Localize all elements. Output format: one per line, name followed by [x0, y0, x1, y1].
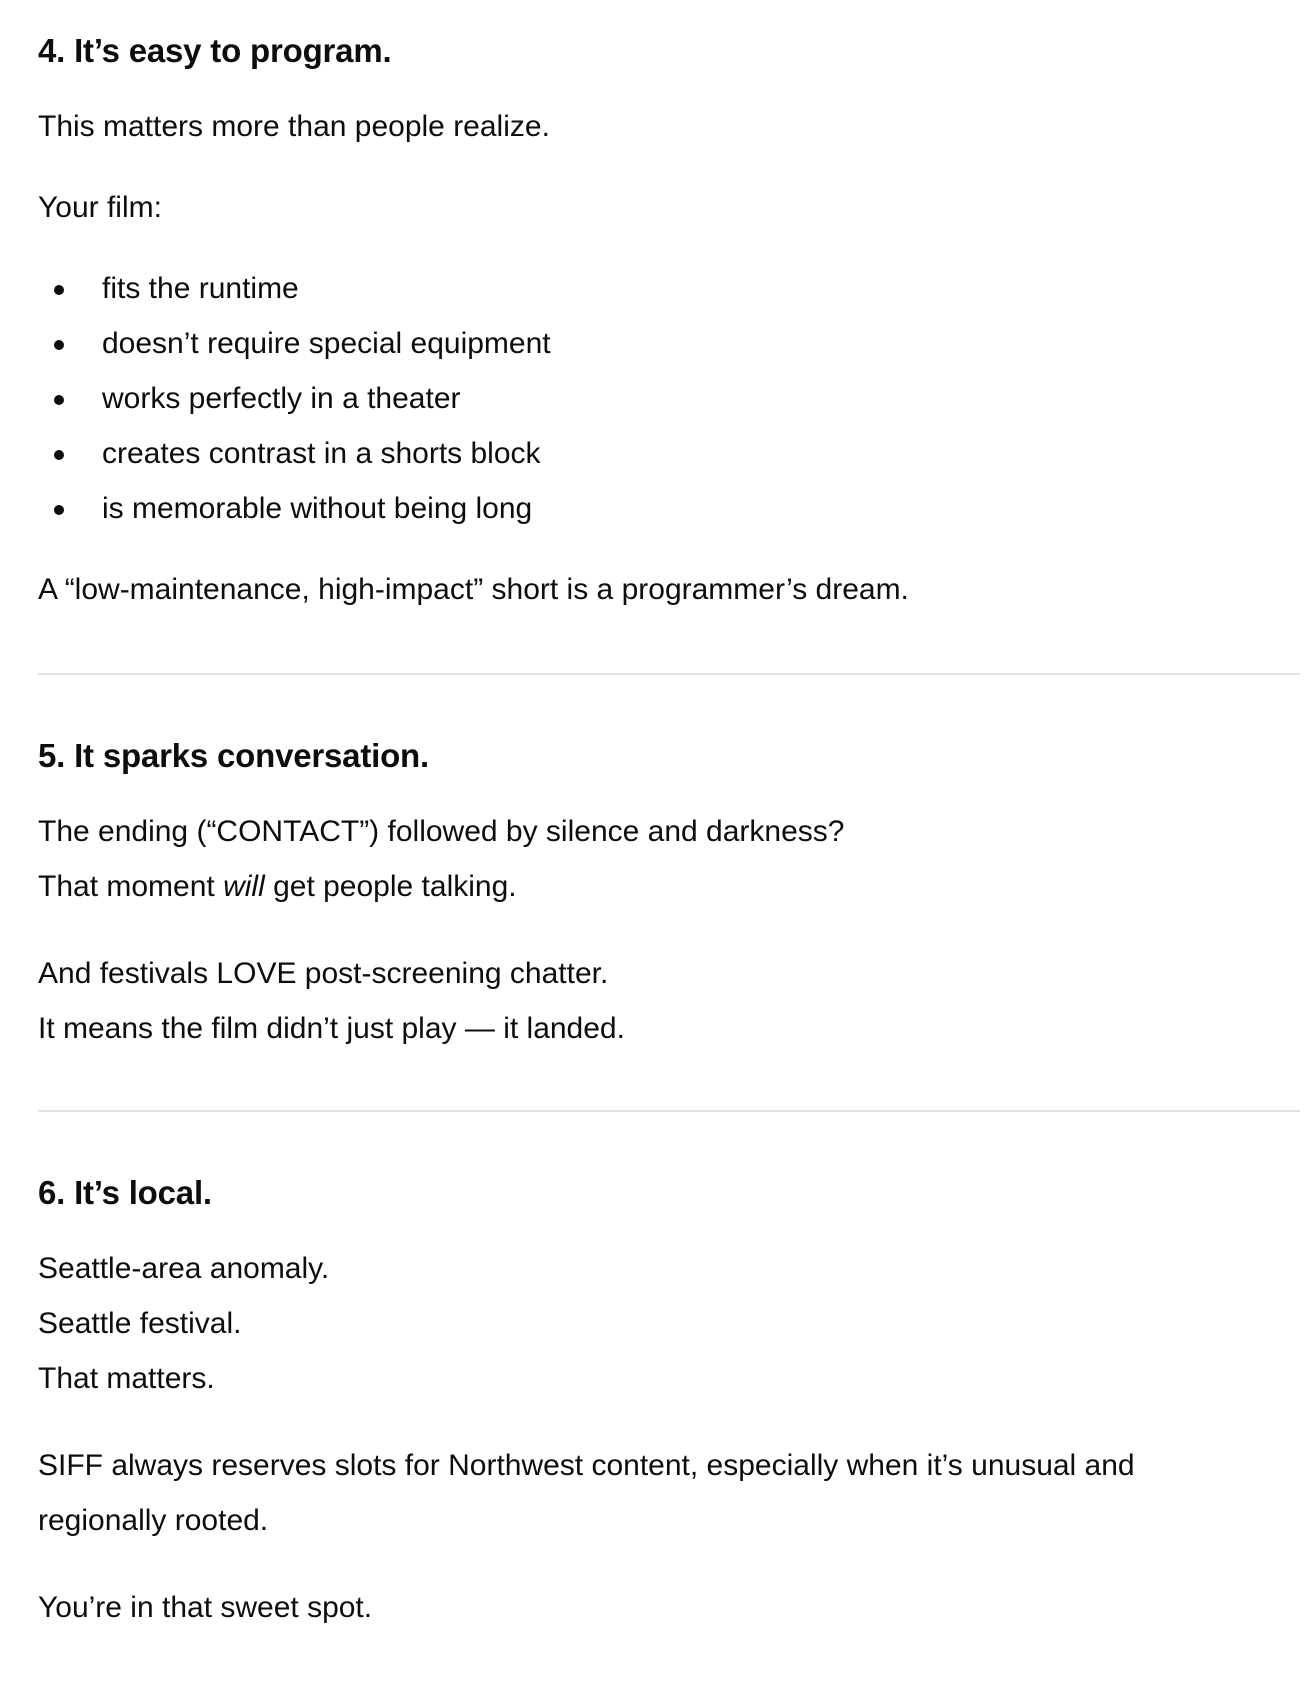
- list-item-text: works perfectly in a theater: [102, 382, 461, 415]
- section-6-line-4a: SIFF always reserves slots for Northwest content, especially when it’s unusual and: [38, 1449, 1135, 1482]
- bullet-dot-icon: [54, 505, 64, 515]
- list-item-text: is memorable without being long: [102, 492, 533, 525]
- bullet-dot-icon: [54, 395, 64, 405]
- section-5-line-2-start: That moment: [38, 870, 224, 903]
- section-6-line-2: Seattle festival.: [38, 1307, 242, 1340]
- section-6-heading: 6. It’s local.: [38, 1174, 212, 1211]
- section-5-line-2-end: get people talking.: [264, 870, 517, 903]
- section-6-line-4b: regionally rooted.: [38, 1504, 269, 1537]
- section-5-line-4: It means the film didn’t just play — it landed.: [38, 1012, 625, 1045]
- section-4-heading: 4. It’s easy to program.: [38, 32, 392, 69]
- section-6-line-3: That matters.: [38, 1362, 215, 1395]
- section-5-line-3: And festivals LOVE post-screening chatter.: [38, 957, 609, 990]
- section-5-heading: 5. It sparks conversation.: [38, 737, 429, 774]
- bullet-dot-icon: [54, 450, 64, 460]
- list-item-text: fits the runtime: [102, 272, 299, 305]
- section-4-intro: This matters more than people realize.: [38, 110, 550, 143]
- section-divider: [38, 673, 1300, 675]
- section-5-emphasis: will: [223, 870, 265, 903]
- list-item-text: creates contrast in a shorts block: [102, 437, 541, 470]
- section-5-line-2: [38, 859, 517, 915]
- section-4-your-film: Your film:: [38, 191, 162, 224]
- section-divider: [38, 1110, 1300, 1112]
- list-item-text: doesn’t require special equipment: [102, 327, 551, 360]
- bullet-dot-icon: [54, 285, 64, 295]
- section-6-line-1: Seattle-area anomaly.: [38, 1252, 330, 1285]
- section-6-line-5: You’re in that sweet spot.: [38, 1591, 373, 1624]
- section-5-line-1: The ending (“CONTACT”) followed by silence and darkness?: [38, 815, 845, 848]
- section-4-conclusion: A “low-maintenance, high-impact” short is a programmer’s dream.: [38, 573, 909, 606]
- bullet-dot-icon: [54, 340, 64, 350]
